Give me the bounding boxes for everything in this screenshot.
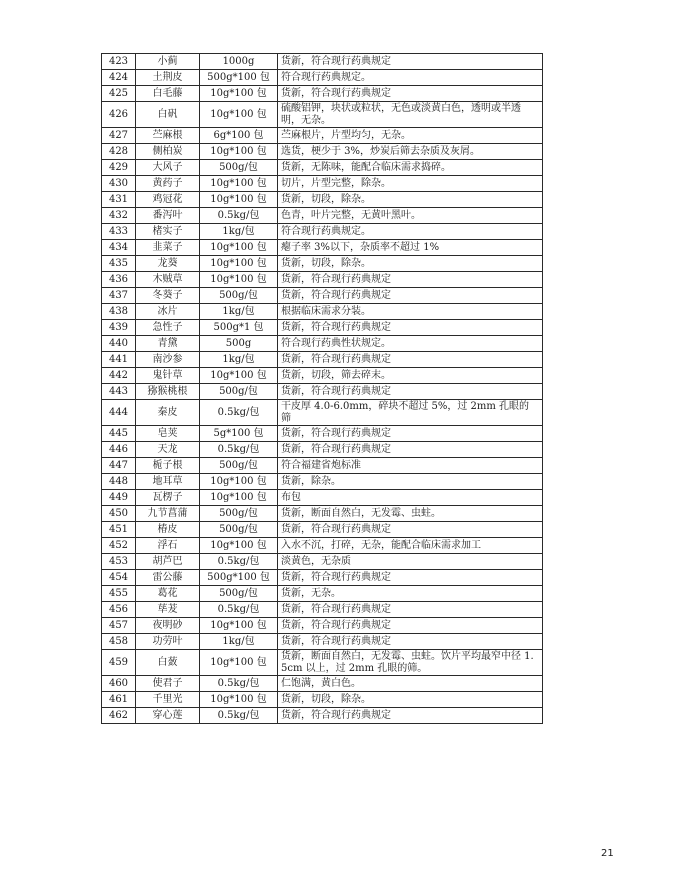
row-number: 427 (102, 128, 136, 144)
herb-name: 鬼针草 (136, 368, 200, 384)
package-spec: 1kg/包 (200, 224, 278, 240)
package-spec: 0.5kg/包 (200, 554, 278, 570)
table-row (102, 634, 543, 650)
herb-name: 黄药子 (136, 176, 200, 192)
package-spec: 10g*100 包 (200, 102, 278, 128)
package-spec: 10g*100 包 (200, 272, 278, 288)
table-row (102, 586, 543, 602)
row-number: 460 (102, 676, 136, 692)
table-row (102, 144, 543, 160)
quality-requirement: 仁饱满，黄白色。 (278, 676, 543, 692)
quality-requirement: 硫酸铝钾，块状或粒状，无色或淡黄白色，透明或半透明，无杂。 (278, 102, 543, 128)
row-number: 430 (102, 176, 136, 192)
table-row (102, 708, 543, 724)
herb-name: 冬葵子 (136, 288, 200, 304)
herb-name: 楮实子 (136, 224, 200, 240)
quality-requirement: 货新，符合现行药典规定 (278, 272, 543, 288)
package-spec: 0.5kg/包 (200, 208, 278, 224)
package-spec: 1kg/包 (200, 304, 278, 320)
row-number: 459 (102, 650, 136, 676)
table-row (102, 70, 543, 86)
package-spec: 1kg/包 (200, 352, 278, 368)
quality-requirement: 货新，符合现行药典规定 (278, 426, 543, 442)
page-number: 21 (601, 848, 614, 859)
table-row (102, 442, 543, 458)
table-row (102, 554, 543, 570)
table-row (102, 522, 543, 538)
quality-requirement: 切片，片型完整，除杂。 (278, 176, 543, 192)
herb-name: 南沙参 (136, 352, 200, 368)
quality-requirement: 货新，符合现行药典规定 (278, 522, 543, 538)
table-row (102, 458, 543, 474)
package-spec: 10g*100 包 (200, 176, 278, 192)
row-number: 424 (102, 70, 136, 86)
quality-requirement: 符合福建省炮标准 (278, 458, 543, 474)
table-row (102, 426, 543, 442)
table-row (102, 506, 543, 522)
herb-name: 大风子 (136, 160, 200, 176)
herb-name: 冰片 (136, 304, 200, 320)
row-number: 461 (102, 692, 136, 708)
table-row (102, 676, 543, 692)
quality-requirement: 符合现行药典规定。 (278, 224, 543, 240)
row-number: 436 (102, 272, 136, 288)
herb-name: 韭菜子 (136, 240, 200, 256)
row-number: 438 (102, 304, 136, 320)
table-row (102, 650, 543, 676)
row-number: 441 (102, 352, 136, 368)
herb-name: 荜茇 (136, 602, 200, 618)
herb-name: 功劳叶 (136, 634, 200, 650)
package-spec: 10g*100 包 (200, 618, 278, 634)
herb-name: 秦皮 (136, 400, 200, 426)
quality-requirement: 货新，符合现行药典规定 (278, 442, 543, 458)
package-spec: 1kg/包 (200, 634, 278, 650)
quality-requirement: 符合现行药典规定。 (278, 70, 543, 86)
row-number: 448 (102, 474, 136, 490)
quality-requirement: 货新，符合现行药典规定 (278, 288, 543, 304)
herb-name: 瓦楞子 (136, 490, 200, 506)
row-number: 429 (102, 160, 136, 176)
quality-requirement: 货新，无陈味，能配合临床需求捣碎。 (278, 160, 543, 176)
row-number: 462 (102, 708, 136, 724)
table-row (102, 54, 543, 70)
table-row (102, 86, 543, 102)
table-row (102, 304, 543, 320)
quality-requirement: 货新，切段，除杂。 (278, 192, 543, 208)
quality-requirement: 货新，符合现行药典规定 (278, 86, 543, 102)
table-row (102, 320, 543, 336)
row-number: 451 (102, 522, 136, 538)
package-spec: 500g*100 包 (200, 570, 278, 586)
herb-name: 白蔹 (136, 650, 200, 676)
row-number: 450 (102, 506, 136, 522)
table-row (102, 288, 543, 304)
package-spec: 500g*1 包 (200, 320, 278, 336)
quality-requirement: 货新，符合现行药典规定 (278, 352, 543, 368)
herb-name: 白矾 (136, 102, 200, 128)
herb-name: 小蓟 (136, 54, 200, 70)
quality-requirement: 布包 (278, 490, 543, 506)
quality-requirement: 货新，断面自然白，无发霉、虫蛀。饮片平均最窄中径 1.5cm 以上，过 2mm 孔眼的筛。 (278, 650, 543, 676)
herb-name: 夜明砂 (136, 618, 200, 634)
row-number: 458 (102, 634, 136, 650)
package-spec: 500g/包 (200, 160, 278, 176)
herb-name: 穿心莲 (136, 708, 200, 724)
table-row (102, 538, 543, 554)
herb-spec-table (101, 53, 543, 724)
quality-requirement: 货新，符合现行药典规定 (278, 602, 543, 618)
table-row (102, 602, 543, 618)
row-number: 442 (102, 368, 136, 384)
table-row (102, 224, 543, 240)
quality-requirement: 色青，叶片完整，无黄叶黑叶。 (278, 208, 543, 224)
table-row (102, 490, 543, 506)
row-number: 455 (102, 586, 136, 602)
row-number: 440 (102, 336, 136, 352)
package-spec: 6g*100 包 (200, 128, 278, 144)
herb-name: 栀子根 (136, 458, 200, 474)
table-row (102, 336, 543, 352)
table-row (102, 570, 543, 586)
package-spec: 10g*100 包 (200, 490, 278, 506)
table-row (102, 102, 543, 128)
herb-name: 猕猴桃根 (136, 384, 200, 400)
row-number: 439 (102, 320, 136, 336)
herb-name: 葛花 (136, 586, 200, 602)
herb-name: 皂荚 (136, 426, 200, 442)
row-number: 446 (102, 442, 136, 458)
package-spec: 10g*100 包 (200, 368, 278, 384)
quality-requirement: 根据临床需求分装。 (278, 304, 543, 320)
table-row (102, 474, 543, 490)
row-number: 434 (102, 240, 136, 256)
quality-requirement: 入水不沉，打碎，无杂，能配合临床需求加工 (278, 538, 543, 554)
row-number: 437 (102, 288, 136, 304)
row-number: 432 (102, 208, 136, 224)
row-number: 457 (102, 618, 136, 634)
table-row (102, 272, 543, 288)
table-row (102, 176, 543, 192)
row-number: 452 (102, 538, 136, 554)
table-row (102, 368, 543, 384)
table-row (102, 208, 543, 224)
quality-requirement: 货新，符合现行药典规定 (278, 320, 543, 336)
table-row (102, 692, 543, 708)
quality-requirement: 货新，符合现行药典规定 (278, 570, 543, 586)
package-spec: 10g*100 包 (200, 144, 278, 160)
quality-requirement: 货新，符合现行药典规定 (278, 54, 543, 70)
package-spec: 500g/包 (200, 506, 278, 522)
package-spec: 5g*100 包 (200, 426, 278, 442)
package-spec: 500g/包 (200, 384, 278, 400)
quality-requirement: 货新，符合现行药典规定 (278, 384, 543, 400)
package-spec: 1000g (200, 54, 278, 70)
package-spec: 10g*100 包 (200, 692, 278, 708)
table-row (102, 128, 543, 144)
package-spec: 10g*100 包 (200, 240, 278, 256)
quality-requirement: 选货，梗少于 3%，炒炭后筛去杂质及灰屑。 (278, 144, 543, 160)
herb-name: 浮石 (136, 538, 200, 554)
herb-name: 九节菖蒲 (136, 506, 200, 522)
package-spec: 0.5kg/包 (200, 400, 278, 426)
herb-name: 鸡冠花 (136, 192, 200, 208)
row-number: 426 (102, 102, 136, 128)
herb-name: 使君子 (136, 676, 200, 692)
quality-requirement: 瘪子率 3%以下，杂质率不超过 1% (278, 240, 543, 256)
herb-name: 侧柏炭 (136, 144, 200, 160)
package-spec: 0.5kg/包 (200, 602, 278, 618)
quality-requirement: 货新，切段，除杂。 (278, 256, 543, 272)
package-spec: 500g/包 (200, 522, 278, 538)
table-row (102, 384, 543, 400)
package-spec: 500g*100 包 (200, 70, 278, 86)
table-row (102, 400, 543, 426)
herb-name: 地耳草 (136, 474, 200, 490)
table-row (102, 240, 543, 256)
herb-name: 青黛 (136, 336, 200, 352)
herb-name: 胡芦巴 (136, 554, 200, 570)
herb-name: 白毛藤 (136, 86, 200, 102)
herb-name: 番泻叶 (136, 208, 200, 224)
quality-requirement: 干皮厚 4.0-6.0mm，碎块不超过 5%，过 2mm 孔眼的筛 (278, 400, 543, 426)
package-spec: 10g*100 包 (200, 538, 278, 554)
quality-requirement: 苎麻根片，片型均匀，无杂。 (278, 128, 543, 144)
row-number: 454 (102, 570, 136, 586)
quality-requirement: 货新，断面自然白，无发霉、虫蛀。 (278, 506, 543, 522)
quality-requirement: 货新，符合现行药典规定 (278, 618, 543, 634)
herb-name: 木贼草 (136, 272, 200, 288)
quality-requirement: 货新，符合现行药典规定 (278, 634, 543, 650)
quality-requirement: 货新，无杂。 (278, 586, 543, 602)
quality-requirement: 符合现行药典性状规定。 (278, 336, 543, 352)
herb-name: 椿皮 (136, 522, 200, 538)
row-number: 433 (102, 224, 136, 240)
quality-requirement: 淡黄色，无杂质 (278, 554, 543, 570)
package-spec: 10g*100 包 (200, 86, 278, 102)
table-row (102, 618, 543, 634)
herb-name: 急性子 (136, 320, 200, 336)
package-spec: 10g*100 包 (200, 192, 278, 208)
row-number: 447 (102, 458, 136, 474)
row-number: 425 (102, 86, 136, 102)
table-row (102, 256, 543, 272)
package-spec: 500g/包 (200, 458, 278, 474)
package-spec: 0.5kg/包 (200, 708, 278, 724)
herb-name: 土荆皮 (136, 70, 200, 86)
package-spec: 0.5kg/包 (200, 442, 278, 458)
package-spec: 10g*100 包 (200, 256, 278, 272)
row-number: 423 (102, 54, 136, 70)
table-row (102, 192, 543, 208)
quality-requirement: 货新，切段，筛去碎末。 (278, 368, 543, 384)
row-number: 449 (102, 490, 136, 506)
row-number: 444 (102, 400, 136, 426)
quality-requirement: 货新，除杂。 (278, 474, 543, 490)
row-number: 453 (102, 554, 136, 570)
row-number: 445 (102, 426, 136, 442)
row-number: 435 (102, 256, 136, 272)
row-number: 428 (102, 144, 136, 160)
herb-name: 雷公藤 (136, 570, 200, 586)
package-spec: 10g*100 包 (200, 650, 278, 676)
package-spec: 0.5kg/包 (200, 676, 278, 692)
row-number: 456 (102, 602, 136, 618)
package-spec: 500g/包 (200, 586, 278, 602)
table-row (102, 352, 543, 368)
quality-requirement: 货新，符合现行药典规定 (278, 708, 543, 724)
row-number: 443 (102, 384, 136, 400)
table-row (102, 160, 543, 176)
herb-name: 龙葵 (136, 256, 200, 272)
quality-requirement: 货新，切段，除杂。 (278, 692, 543, 708)
herb-name: 天龙 (136, 442, 200, 458)
herb-name: 千里光 (136, 692, 200, 708)
package-spec: 10g*100 包 (200, 474, 278, 490)
row-number: 431 (102, 192, 136, 208)
package-spec: 500g (200, 336, 278, 352)
package-spec: 500g/包 (200, 288, 278, 304)
herb-name: 苎麻根 (136, 128, 200, 144)
